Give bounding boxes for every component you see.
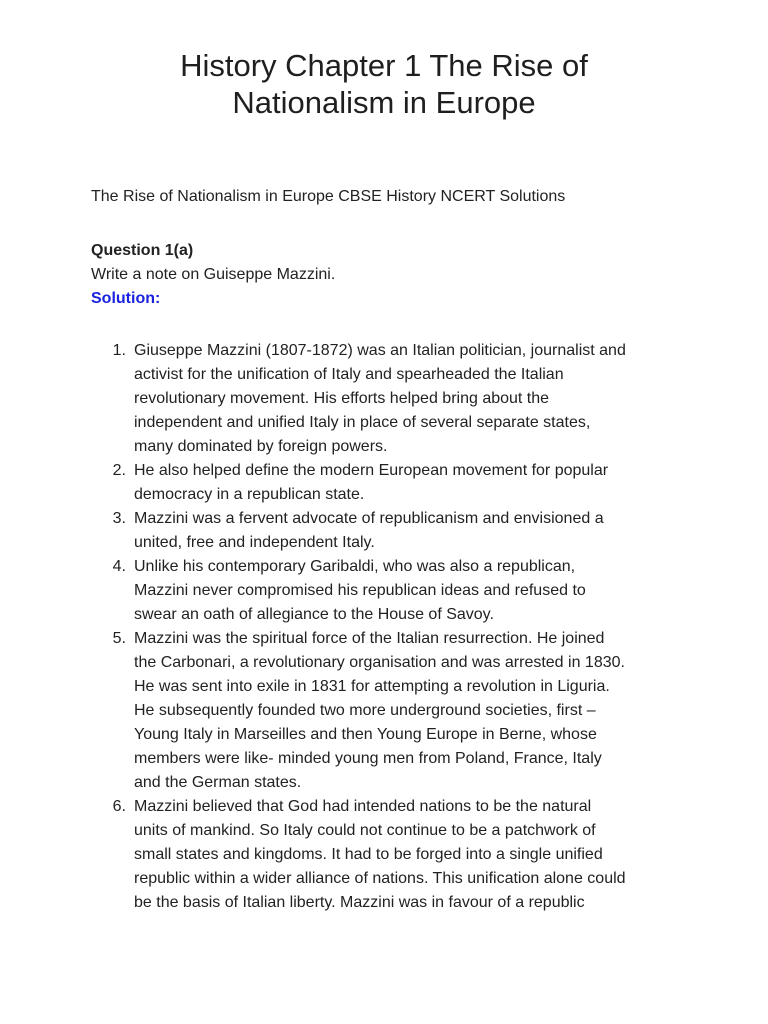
list-item-line: activist for the unification of Italy and spearheaded the Italian: [134, 366, 564, 383]
list-item: [91, 339, 691, 459]
question-label: Question 1(a): [91, 242, 194, 259]
list-item-line: the Carbonari, a revolutionary organisation and was arrested in 1830.: [134, 654, 625, 671]
list-item-line: Giuseppe Mazzini (1807-1872) was an Italian politician, journalist and: [134, 342, 626, 359]
list-item-line: members were like- minded young men from Poland, France, Italy: [134, 750, 602, 767]
page-subtitle: The Rise of Nationalism in Europe CBSE History NCERT Solutions: [91, 188, 566, 205]
list-item: [91, 555, 691, 627]
list-item-line: republic within a wider alliance of nations. This unification alone could: [134, 870, 626, 887]
list-item-number: 1.: [112, 342, 126, 359]
list-item-line: democracy in a republican state.: [134, 486, 365, 503]
list-item-line: Young Italy in Marseilles and then Young Europe in Berne, whose: [134, 726, 597, 743]
question-block: [91, 239, 691, 311]
solution-label: Solution:: [91, 290, 161, 307]
list-item-line: swear an oath of allegiance to the House of Savoy.: [134, 606, 494, 623]
list-item-number: 6.: [112, 798, 126, 815]
title-line-1: History Chapter 1 The Rise of: [180, 48, 588, 83]
list-item-number: 2.: [112, 462, 126, 479]
list-item-number: 4.: [112, 558, 126, 575]
list-item-line: Unlike his contemporary Garibaldi, who was also a republican,: [134, 558, 576, 575]
title-line-2: Nationalism in Europe: [232, 85, 536, 120]
list-item-line: be the basis of Italian liberty. Mazzini was in favour of a republic: [134, 894, 585, 911]
list-item-number: 3.: [112, 510, 126, 527]
question-text: Write a note on Guiseppe Mazzini.: [91, 266, 336, 283]
list-item-line: revolutionary movement. His efforts helped bring about the: [134, 390, 550, 407]
list-item: [91, 459, 691, 507]
list-item-line: independent and unified Italy in place of several separate states,: [134, 414, 591, 431]
answer-list: [91, 339, 691, 915]
list-item-line: He was sent into exile in 1831 for attempting a revolution in Liguria.: [134, 678, 610, 695]
list-item: [91, 795, 691, 915]
list-item-line: many dominated by foreign powers.: [134, 438, 388, 455]
list-item-line: Mazzini believed that God had intended nations to be the natural: [134, 798, 592, 815]
list-item-line: units of mankind. So Italy could not continue to be a patchwork of: [134, 822, 596, 839]
list-item-line: He also helped define the modern European movement for popular: [134, 462, 609, 479]
list-item-number: 5.: [112, 630, 126, 647]
list-item-line: and the German states.: [134, 774, 302, 791]
list-item-line: He subsequently founded two more underground societies, first –: [134, 702, 596, 719]
page-title: [0, 47, 768, 121]
list-item-line: Mazzini was the spiritual force of the Italian resurrection. He joined: [134, 630, 605, 647]
list-item-line: small states and kingdoms. It had to be forged into a single unified: [134, 846, 603, 863]
list-item-line: Mazzini never compromised his republican ideas and refused to: [134, 582, 586, 599]
list-item-line: united, free and independent Italy.: [134, 534, 375, 551]
list-item-line: Mazzini was a fervent advocate of republicanism and envisioned a: [134, 510, 604, 527]
list-item: [91, 507, 691, 555]
list-item: [91, 627, 691, 795]
